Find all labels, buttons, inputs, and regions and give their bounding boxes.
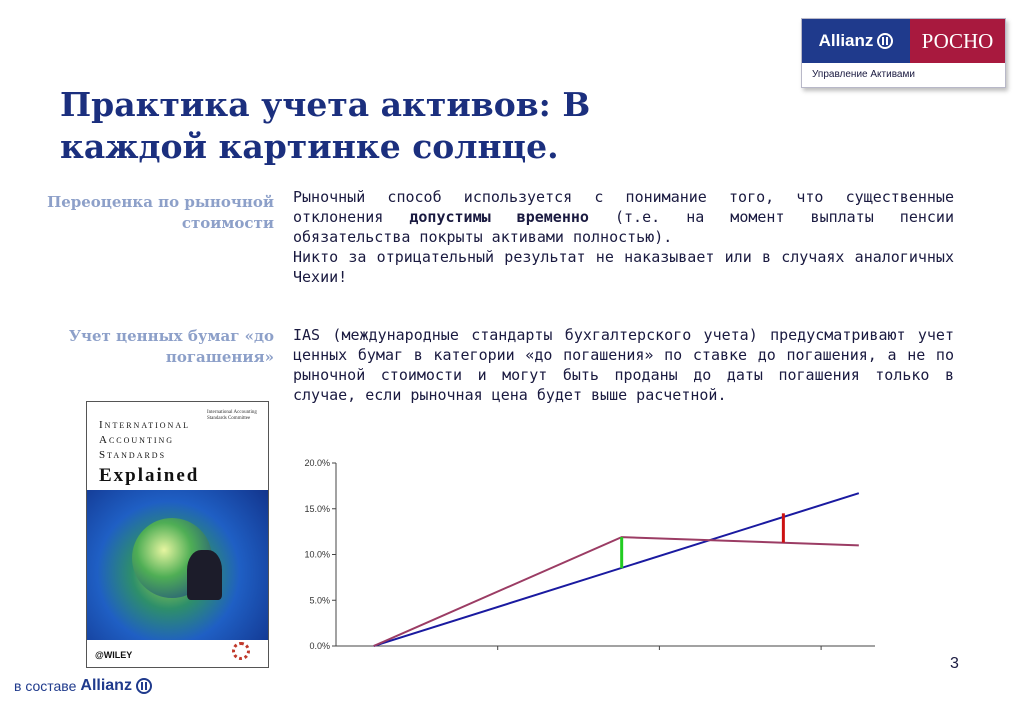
book-title-line: International [99,419,190,431]
section-text-second: Никто за отрицательный результат не наказывает или в случаях аналогичных Чехии! [293,248,954,286]
section-text-part: Рыночный способ используется с понимание того, что существенные отклонения [293,188,954,226]
iasc-emblem-icon [232,642,250,660]
y-tick-label: 20.0% [304,458,330,468]
y-tick-label: 0.0% [309,641,330,651]
series-line-2 [374,537,859,646]
y-tick-label: 15.0% [304,503,330,514]
section-text-part: (т.е. на момент выплаты пенсии обязательства покрыты активами полностью). [293,208,954,246]
figure-graphic [187,550,222,600]
publisher-text: WILEY [103,650,133,660]
section-text-held-to-maturity: IAS (международные стандарты бухгалтерского учета) предусматривают учет ценных бумаг в категории «до погашения» по ставке до погашения, а не по рыночной стоимости и могут быть проданы до даты погашения только в случае, если рыночная цена будет выше расчетной. [293,326,954,404]
footer-prefix: в составе [14,678,77,694]
book-title-main: Explained [99,465,200,486]
book-title-line: Standards [99,449,167,461]
company-logo [801,18,1006,88]
book-title [99,418,199,487]
section-label-held-to-maturity: Учет ценных бумаг «до погашения» [68,327,274,366]
y-tick-label: 5.0% [309,595,330,606]
allianz-eagle-icon [136,678,152,694]
page-title: Практика учета активов: В каждой картинке солнце. [60,85,591,166]
section-label-market-value: Переоценка по рыночной стоимости [47,193,274,232]
book-publisher-note: International Accounting Standards Committee [207,410,257,421]
section-text-market-value [293,187,954,287]
publisher-name: @WILEY [95,650,133,660]
series-line-1 [374,493,859,646]
rosno-logo: РОСНО [910,19,1005,63]
allianz-eagle-icon [877,33,893,49]
y-tick-label: 10.0% [304,549,330,560]
page-number: 3 [950,655,959,672]
book-footer [87,640,268,668]
footer-brand: Allianz [80,677,132,694]
section-text-emphasis: допустимы временно [409,208,589,226]
allianz-logo [802,19,910,63]
book-cover-image [86,401,269,668]
book-artwork [87,490,268,640]
line-chart [290,455,890,655]
book-title-line: Accounting [99,434,175,446]
logo-subtitle: Управление Активами [812,69,915,80]
footer-logo [14,677,152,695]
allianz-brand-text: Allianz [818,31,874,50]
